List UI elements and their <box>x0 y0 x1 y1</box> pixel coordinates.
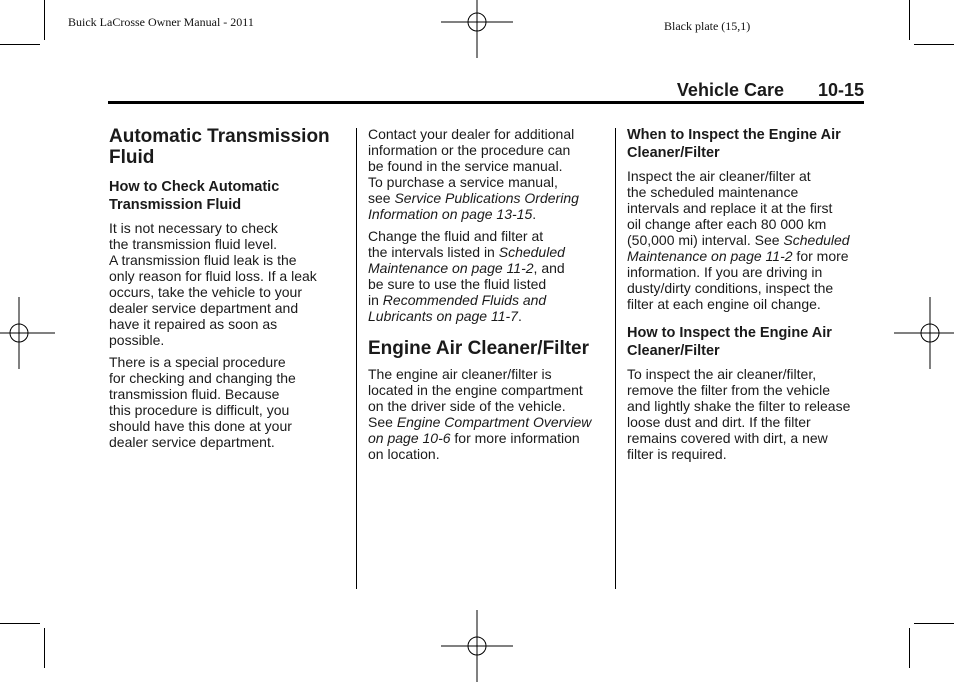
cross-reference-link[interactable]: Recommended Fluids and Lubricants on page 11-7 <box>368 292 547 324</box>
cross-reference-link[interactable]: Scheduled Maintenance on page 11-2 <box>368 244 565 276</box>
paragraph: Inspect the air cleaner/filter at the scheduled maintenance intervals and replace it at the first oil change after each 80 000 km (50,000 mi) interval. See Scheduled Maintenance on page 11-2 for more information. If you are driving in dusty/dirty conditions, inspect the filter at each engine oil change. <box>627 168 850 312</box>
section-title: Vehicle Care <box>676 80 784 100</box>
cross-reference-link[interactable]: Engine Compartment Overview on page 10-6 <box>368 414 592 446</box>
column-divider <box>356 128 357 589</box>
paragraph: Contact your dealer for additional information or the procedure can be found in the service manual. To purchase a service manual, see Service Publications Ordering Information on page 13-15. <box>368 126 579 222</box>
column-3 <box>627 126 867 468</box>
document-title-meta: Buick LaCrosse Owner Manual - 2011 <box>68 15 254 29</box>
crop-mark <box>914 623 954 624</box>
plate-label: Black plate (15,1) <box>664 19 751 33</box>
subsection-heading: How to Check Automatic Transmission Fluid <box>109 179 280 213</box>
subsection-heading: When to Inspect the Engine Air Cleaner/Filter <box>627 127 841 161</box>
crop-mark <box>44 628 45 668</box>
paragraph: There is a special procedure for checking and changing the transmission fluid. Because this procedure is difficult, you should have this done at your dealer service department. <box>109 354 296 450</box>
column-2 <box>368 126 608 468</box>
registration-mark-icon <box>441 0 513 58</box>
section-heading: Automatic Transmission Fluid <box>109 126 330 168</box>
crop-mark <box>0 623 40 624</box>
cross-reference-link[interactable]: Service Publications Ordering Information on page 13-15 <box>368 190 579 222</box>
column-1 <box>109 126 349 456</box>
header-rule <box>108 101 864 104</box>
crop-mark <box>909 0 910 40</box>
paragraph: The engine air cleaner/filter is located in the engine compartment on the driver side of the vehicle. See Engine Compartment Overview on page 10-6 for more information on location. <box>368 366 592 462</box>
crop-mark <box>909 628 910 668</box>
section-heading: Engine Air Cleaner/Filter <box>368 338 590 359</box>
crop-mark <box>44 0 45 40</box>
registration-mark-icon <box>0 297 55 369</box>
cross-reference-link[interactable]: Scheduled Maintenance on page 11-2 <box>627 232 850 264</box>
crop-mark <box>914 44 954 45</box>
paragraph: Change the fluid and filter at the intervals listed in Scheduled Maintenance on page 11-2, and be sure to use the fluid listed in Recommended Fluids and Lubricants on page 11-7. <box>368 228 565 324</box>
paragraph: To inspect the air cleaner/filter, remove the filter from the vehicle and lightly shake the filter to release loose dust and dirt. If the filter remains covered with dirt, a new filter is required. <box>627 366 851 462</box>
registration-mark-icon <box>894 297 954 369</box>
paragraph: It is not necessary to check the transmission fluid level. A transmission fluid leak is the only reason for fluid loss. If a leak occurs, take the vehicle to your dealer service department and have it repaired as soon as possible. <box>109 220 317 348</box>
registration-mark-icon <box>441 610 513 682</box>
page-number: 10-15 <box>817 80 864 100</box>
column-divider <box>615 128 616 589</box>
subsection-heading: How to Inspect the Engine Air Cleaner/Filter <box>627 325 832 359</box>
crop-mark <box>0 44 40 45</box>
